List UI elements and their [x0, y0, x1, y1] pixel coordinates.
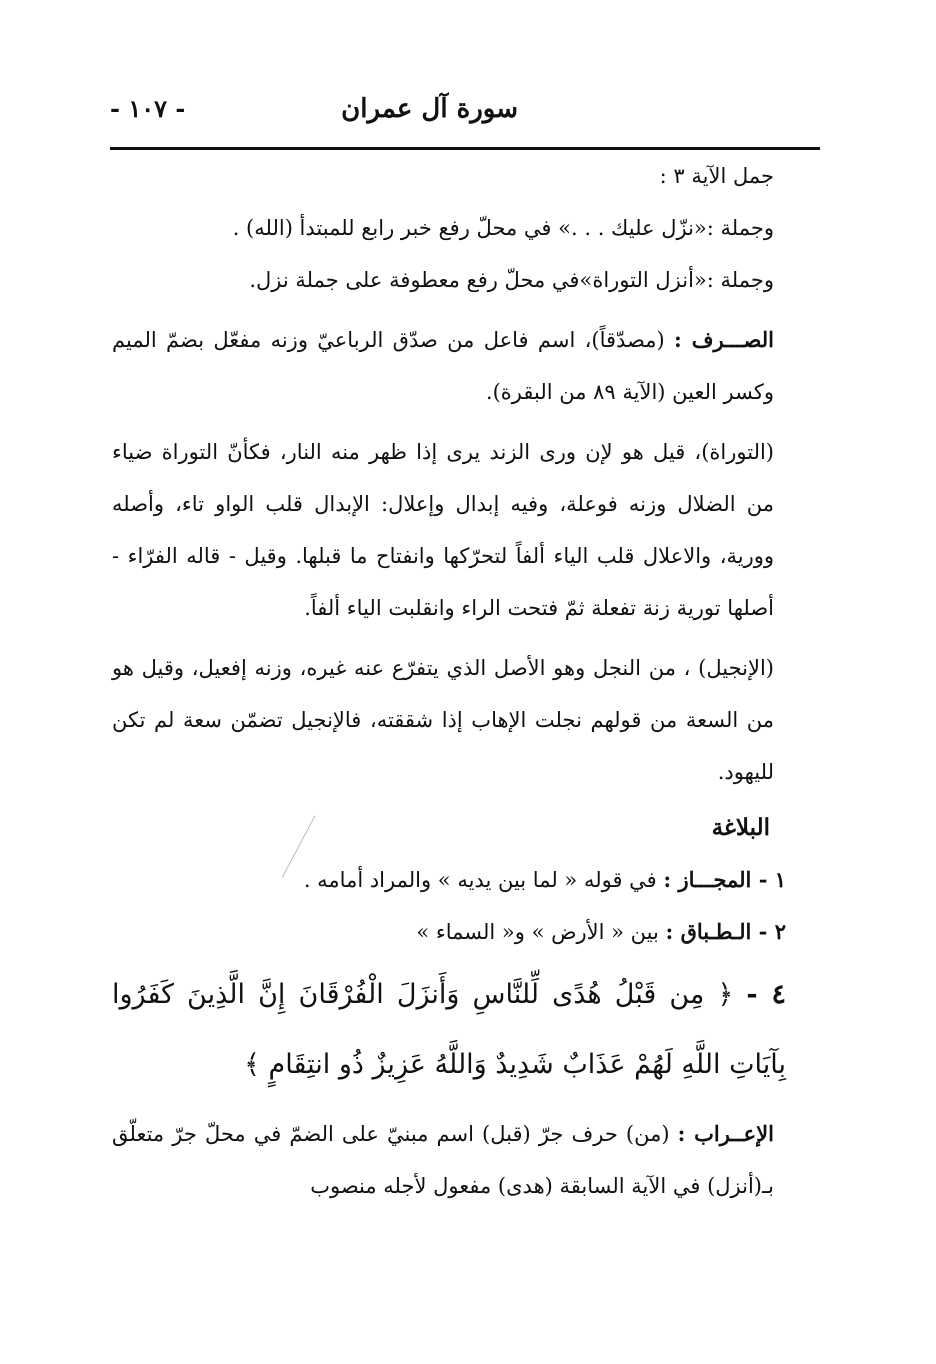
- sentence-line-1: وجملة :«نزّل عليك . . .» في محلّ رفع خبر رابع للمبتدأ (الله) .: [232, 216, 774, 240]
- surah-title: سورة آل عمران: [341, 94, 518, 124]
- page-header: [110, 88, 818, 138]
- sarf-label: الصـــرف :: [674, 327, 774, 352]
- tibaq-label: ٢ - الـطـباق :: [665, 919, 786, 944]
- majaz-label: ١ - المجـــاز :: [663, 867, 786, 892]
- sentence-line-2: وجملة :«أنزل التوراة»في محلّ رفع معطوفة على جملة نزل.: [249, 268, 774, 292]
- irab-text: (من) حرف جرّ (قبل) اسم مبنيّ على الضمّ في محلّ جرّ متعلّق بـ(أنزل) في الآية السابقة (هدى) مفعول لأجله منصوب: [112, 1122, 774, 1198]
- page-number: - ١٠٧ -: [110, 94, 186, 123]
- irab-label: الإعــراب :: [677, 1121, 774, 1146]
- sarf-paragraph: [112, 314, 814, 418]
- sentences-heading: جمل الآية ٣ :: [659, 164, 774, 188]
- balagha-item-1: [112, 854, 814, 906]
- ayah-number: ٤ -: [746, 979, 786, 1010]
- balagha-heading: البلاغة: [711, 814, 770, 841]
- page-content: [112, 150, 814, 1212]
- tawrat-paragraph: (التوراة)، قيل هو لإن ورى الزند يرى إذا ظهر منه النار، فكأنّ التوراة ضياء من الضلال وزنه فوعلة، وفيه إبدال وإعلال: الإبدال قلب الواو تاء، وأصله وورية، والاعلال قلب الياء ألفاً لتحرّكها وانفتاح ما قبلها. وقيل - قاله الفرّاء - أصلها تورية زنة تفعلة ثمّ فتحت الراء وانقلبت الياء ألفاً.: [112, 440, 774, 620]
- majaz-text: في قوله « لما بين يديه » والمراد أمامه .: [303, 868, 657, 892]
- injil-paragraph: (الإنجيل) ، من النجل وهو الأصل الذي يتفرّع عنه غيره، وزنه إفعيل، وقيل هو من السعة من قولهم نجلت الإهاب إذا شققته، فالإنجيل تضمّن سعة لم تكن لليهود.: [112, 656, 774, 784]
- balagha-item-2: [112, 906, 814, 958]
- tibaq-text: بين « الأرض » و« السماء »: [416, 920, 659, 944]
- sarf-text: (مصدّقاً)، اسم فاعل من صدّق الرباعيّ وزنه مفعّل بضمّ الميم وكسر العين (الآية ٨٩ من البقرة).: [112, 328, 774, 404]
- ayah-text: ﴿ مِن قَبْلُ هُدًى لِّلنَّاسِ وَأَنزَلَ الْفُرْقَانَ إِنَّ الَّذِينَ كَفَرُوا بِآيَاتِ اللَّهِ لَهُمْ عَذَابٌ شَدِيدٌ وَاللَّهُ عَزِيزٌ ذُو انتِقَامٍ ﴾: [112, 979, 786, 1080]
- irab-paragraph: [112, 1108, 814, 1212]
- ayah-4: [112, 960, 814, 1100]
